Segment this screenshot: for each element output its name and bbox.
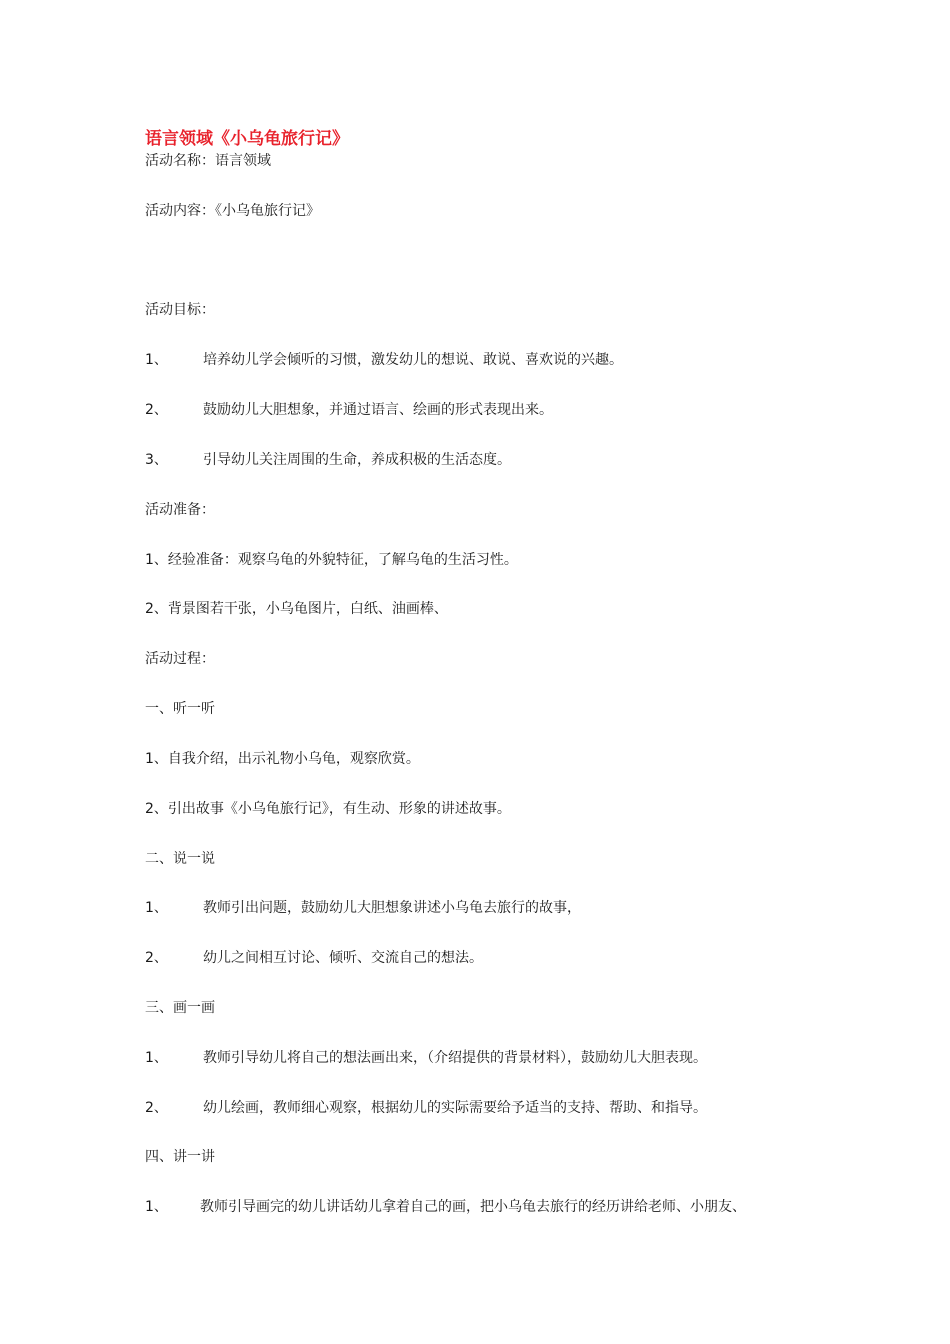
- process-heading: 活动过程：: [145, 651, 215, 667]
- section-item: [145, 898, 581, 918]
- goal-number: 3、: [145, 452, 168, 468]
- goal-item: [145, 400, 553, 420]
- prep-item: 1、经验准备：观察乌龟的外貌特征，了解乌龟的生活习性。: [145, 552, 518, 568]
- activity-content: 活动内容：《小乌龟旅行记》: [145, 203, 320, 219]
- item-number: 1、: [145, 1199, 168, 1215]
- item-text: 教师引导画完的幼儿讲话幼儿拿着自己的画，把小乌龟去旅行的经历讲给老师、小朋友、: [200, 1199, 746, 1215]
- item-number: 2、: [145, 950, 168, 966]
- goal-item: [145, 450, 511, 470]
- item-number: 2、: [145, 1100, 168, 1116]
- section-item: [145, 1048, 707, 1068]
- section-item: [145, 1098, 707, 1118]
- item-text: 教师引出问题，鼓励幼儿大胆想象讲述小乌龟去旅行的故事，: [203, 900, 581, 916]
- goal-item: [145, 350, 623, 370]
- section-heading: 三、画一画: [145, 1000, 215, 1016]
- section-heading: 四、讲一讲: [145, 1149, 215, 1165]
- section-heading: 二、说一说: [145, 851, 215, 867]
- section-item: [145, 1197, 746, 1217]
- activity-name: 活动名称：语言领域: [145, 153, 271, 169]
- section-heading: 一、听一听: [145, 701, 215, 717]
- goal-text: 引导幼儿关注周围的生命，养成积极的生活态度。: [203, 452, 511, 468]
- goal-text: 培养幼儿学会倾听的习惯，激发幼儿的想说、敢说、喜欢说的兴趣。: [203, 352, 623, 368]
- document-title: 语言领域《小乌龟旅行记》: [145, 129, 349, 149]
- item-text: 幼儿绘画，教师细心观察，根据幼儿的实际需要给予适当的支持、帮助、和指导。: [203, 1100, 707, 1116]
- item-number: 1、: [145, 900, 168, 916]
- section-item: [145, 948, 483, 968]
- goal-number: 1、: [145, 352, 168, 368]
- item-text: 教师引导幼儿将自己的想法画出来，（介绍提供的背景材料），鼓励幼儿大胆表现。: [203, 1050, 707, 1066]
- goal-text: 鼓励幼儿大胆想象，并通过语言、绘画的形式表现出来。: [203, 402, 553, 418]
- section-item: 2、引出故事《小乌龟旅行记》，有生动、形象的讲述故事。: [145, 801, 511, 817]
- goal-number: 2、: [145, 402, 168, 418]
- prep-item: 2、背景图若干张，小乌龟图片，白纸、油画棒、: [145, 601, 448, 617]
- goals-heading: 活动目标：: [145, 302, 215, 318]
- item-text: 幼儿之间相互讨论、倾听、交流自己的想法。: [203, 950, 483, 966]
- section-item: 1、自我介绍，出示礼物小乌龟，观察欣赏。: [145, 751, 420, 767]
- item-number: 1、: [145, 1050, 168, 1066]
- prep-heading: 活动准备：: [145, 502, 215, 518]
